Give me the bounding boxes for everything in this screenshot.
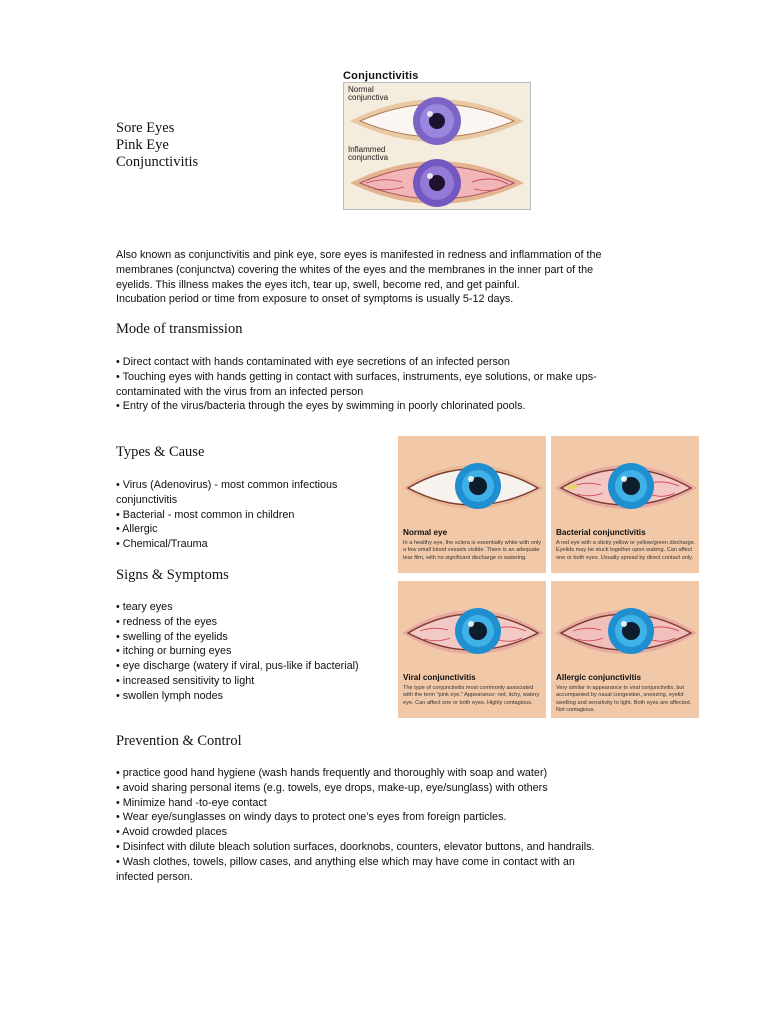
panel-caption: The type of conjunctivitis most commonly associated with the term "pink eye." Appearance: red, itchy, watery eye. Can affect one or both eyes. Highly contagious. — [403, 685, 540, 706]
figure-title: Conjunctivitis — [343, 70, 419, 82]
panel-title: Bacterial conjunctivitis — [556, 528, 646, 537]
panel-title: Normal eye — [403, 528, 448, 537]
list-item: • Virus (Adenovirus) - most common infectious — [116, 479, 338, 491]
panel-caption: A red eye with a sticky yellow or yellow/green discharge. Eyelids may be stuck together upon waking. Can affect one or both eyes. Usually spread by direct contact only. — [556, 540, 696, 561]
panel-title: Viral conjunctivitis — [403, 673, 476, 682]
list-item: • Chemical/Trauma — [116, 538, 208, 551]
label-normal-conjunctiva: Normal conjunctiva — [348, 85, 389, 102]
eye-illustration — [398, 436, 546, 528]
list-item: • increased sensitivity to light — [116, 674, 255, 687]
list-item: • Allergic — [116, 523, 158, 536]
list-item: • swelling of the eyelids — [116, 630, 228, 643]
list-item: • redness of the eyes — [116, 615, 218, 628]
list-item: • Entry of the virus/bacteria through the eyes by swimming in poorly chlorinated pools. — [116, 400, 526, 413]
eye-illustration — [551, 436, 699, 528]
eye-illustration — [551, 581, 699, 673]
intro-paragraph: Also known as conjunctivitis and pink eye, sore eyes is manifested in redness and inflammation of the membranes (conjunctva) covering the whites of the eyes and the membranes in the inner part of the eyelids. This illness makes the eyes itch, tear up, swell, become red, and get painful. Incubation period or time from exposure to onset of symptoms is usually 5-12 days. — [116, 249, 602, 306]
panel-title: Allergic conjunctivitis — [556, 673, 642, 682]
figure-image — [343, 82, 531, 210]
list-item: • Disinfect with dilute bleach solution surfaces, doorknobs, counters, elevator buttons, and handrails. — [116, 840, 595, 853]
list-item: • teary eyes — [116, 601, 173, 613]
list-item: • Bacterial - most common in children — [116, 508, 295, 521]
list-item: • swollen lymph nodes — [116, 689, 224, 702]
list-item: • Avoid crowded places — [116, 826, 228, 839]
label-inflamed-conjunctiva: Inflammed conjunctiva — [348, 145, 389, 162]
list-item: • Wash clothes, towels, pillow cases, and anything else which may have come in contact with an — [116, 855, 575, 868]
title-pink-eye: Pink Eye — [116, 137, 169, 153]
list-item: • Direct contact with hands contaminated with eye secretions of an infected person — [116, 356, 510, 368]
list-item: infected person. — [116, 870, 193, 883]
heading-mode-of-transmission: Mode of transmission — [116, 321, 243, 337]
prevention-list — [116, 766, 676, 884]
heading-signs-and-symptoms: Signs & Symptoms — [116, 567, 229, 583]
list-item: • avoid sharing personal items (e.g. towels, eye drops, make-up, eye/sunglass) with others — [116, 781, 548, 794]
eye-illustration — [398, 581, 546, 673]
heading-types-and-cause: Types & Cause — [116, 444, 205, 460]
panel-allergic-conjunctivitis — [551, 581, 699, 718]
list-item: contaminated with the virus from an infected person — [116, 385, 364, 398]
list-item: • itching or burning eyes — [116, 645, 232, 658]
list-item: • Minimize hand -to-eye contact — [116, 796, 267, 809]
types-list — [116, 478, 386, 552]
panel-viral-conjunctivitis — [398, 581, 546, 718]
title-conjunctivitis: Conjunctivitis — [116, 154, 199, 170]
conjunctivitis-figure — [343, 68, 531, 210]
inflamed-eye-illustration — [350, 159, 524, 207]
signs-list — [116, 600, 396, 704]
panel-caption: In a healthy eye, the sclera is essentially white with only a few small blood vessels visible. There is an adequate tear film, with no significant discharge or watering. — [403, 540, 542, 561]
panel-normal-eye — [398, 436, 546, 573]
panel-caption: Very similar in appearance to viral conjunctivitis, but accompanied by nasal congestion, sneezing, eyelid swelling and sensitivity to light. Both eyes are affected. Not contagious. — [556, 685, 692, 713]
list-item: • eye discharge (watery if viral, pus-like if bacterial) — [116, 660, 359, 673]
transmission-list — [116, 355, 676, 414]
normal-eye-illustration — [350, 97, 524, 145]
title-block — [116, 120, 198, 171]
list-item: • Touching eyes with hands getting in contact with surfaces, instruments, eye solutions, or make ups- — [116, 370, 597, 383]
title-sore-eyes: Sore Eyes — [116, 120, 175, 136]
list-item: • practice good hand hygiene (wash hands frequently and thoroughly with soap and water) — [116, 767, 548, 779]
list-item: conjunctivitis — [116, 493, 178, 506]
heading-prevention-and-control: Prevention & Control — [116, 733, 242, 749]
panel-bacterial-conjunctivitis — [551, 436, 699, 573]
list-item: • Wear eye/sunglasses on windy days to protect one’s eyes from foreign particles. — [116, 811, 507, 824]
